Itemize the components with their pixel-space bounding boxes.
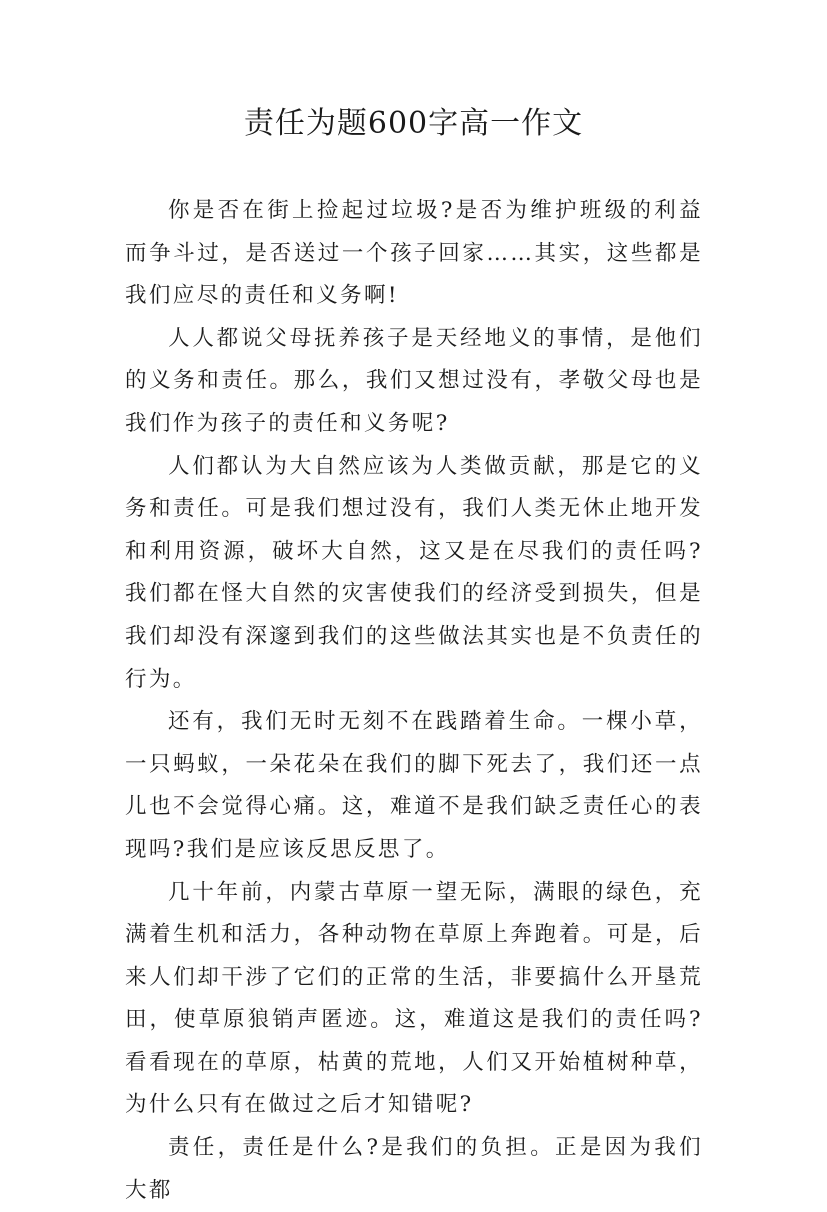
paragraph-5: 几十年前，内蒙古草原一望无际，满眼的绿色，充满着生机和活力，各种动物在草原上奔跑着。可是，后来人们却干涉了它们的正常的生活，非要搞什么开垦荒田，使草原狼销声匿迹。这，难道这是我们的责任吗?看看现在的草原，枯黄的荒地，人们又开始植树种草，为什么只有在做过之后才知错呢? <box>125 879 703 1118</box>
paragraph-2: 人人都说父母抚养孩子是天经地义的事情，是他们的义务和责任。那么，我们又想过没有，孝敬父母也是我们作为孩子的责任和义务呢? <box>125 325 703 436</box>
paragraph-4: 还有，我们无时无刻不在践踏着生命。一棵小草，一只蚂蚁，一朵花朵在我们的脚下死去了，我们还一点儿也不会觉得心痛。这，难道不是我们缺乏责任心的表现吗?我们是应该反思反思了。 <box>125 709 703 862</box>
paragraph-3: 人们都认为大自然应该为人类做贡献，那是它的义务和责任。可是我们想过没有，我们人类无休止地开发和利用资源，破坏大自然，这又是在尽我们的责任吗?我们都在怪大自然的灾害使我们的经济受到损失，但是我们却没有深邃到我们的这些做法其实也是不负责任的行为。 <box>125 453 703 692</box>
paragraph-6: 责任，责任是什么?是我们的负担。正是因为我们大都 <box>125 1135 703 1203</box>
essay-body <box>125 190 703 1212</box>
paragraph-1: 你是否在街上捡起过垃圾?是否为维护班级的利益而争斗过，是否送过一个孩子回家……其实，这些都是我们应尽的责任和义务啊! <box>125 198 703 309</box>
document-title: 责任为题600字高一作文 <box>243 106 584 141</box>
